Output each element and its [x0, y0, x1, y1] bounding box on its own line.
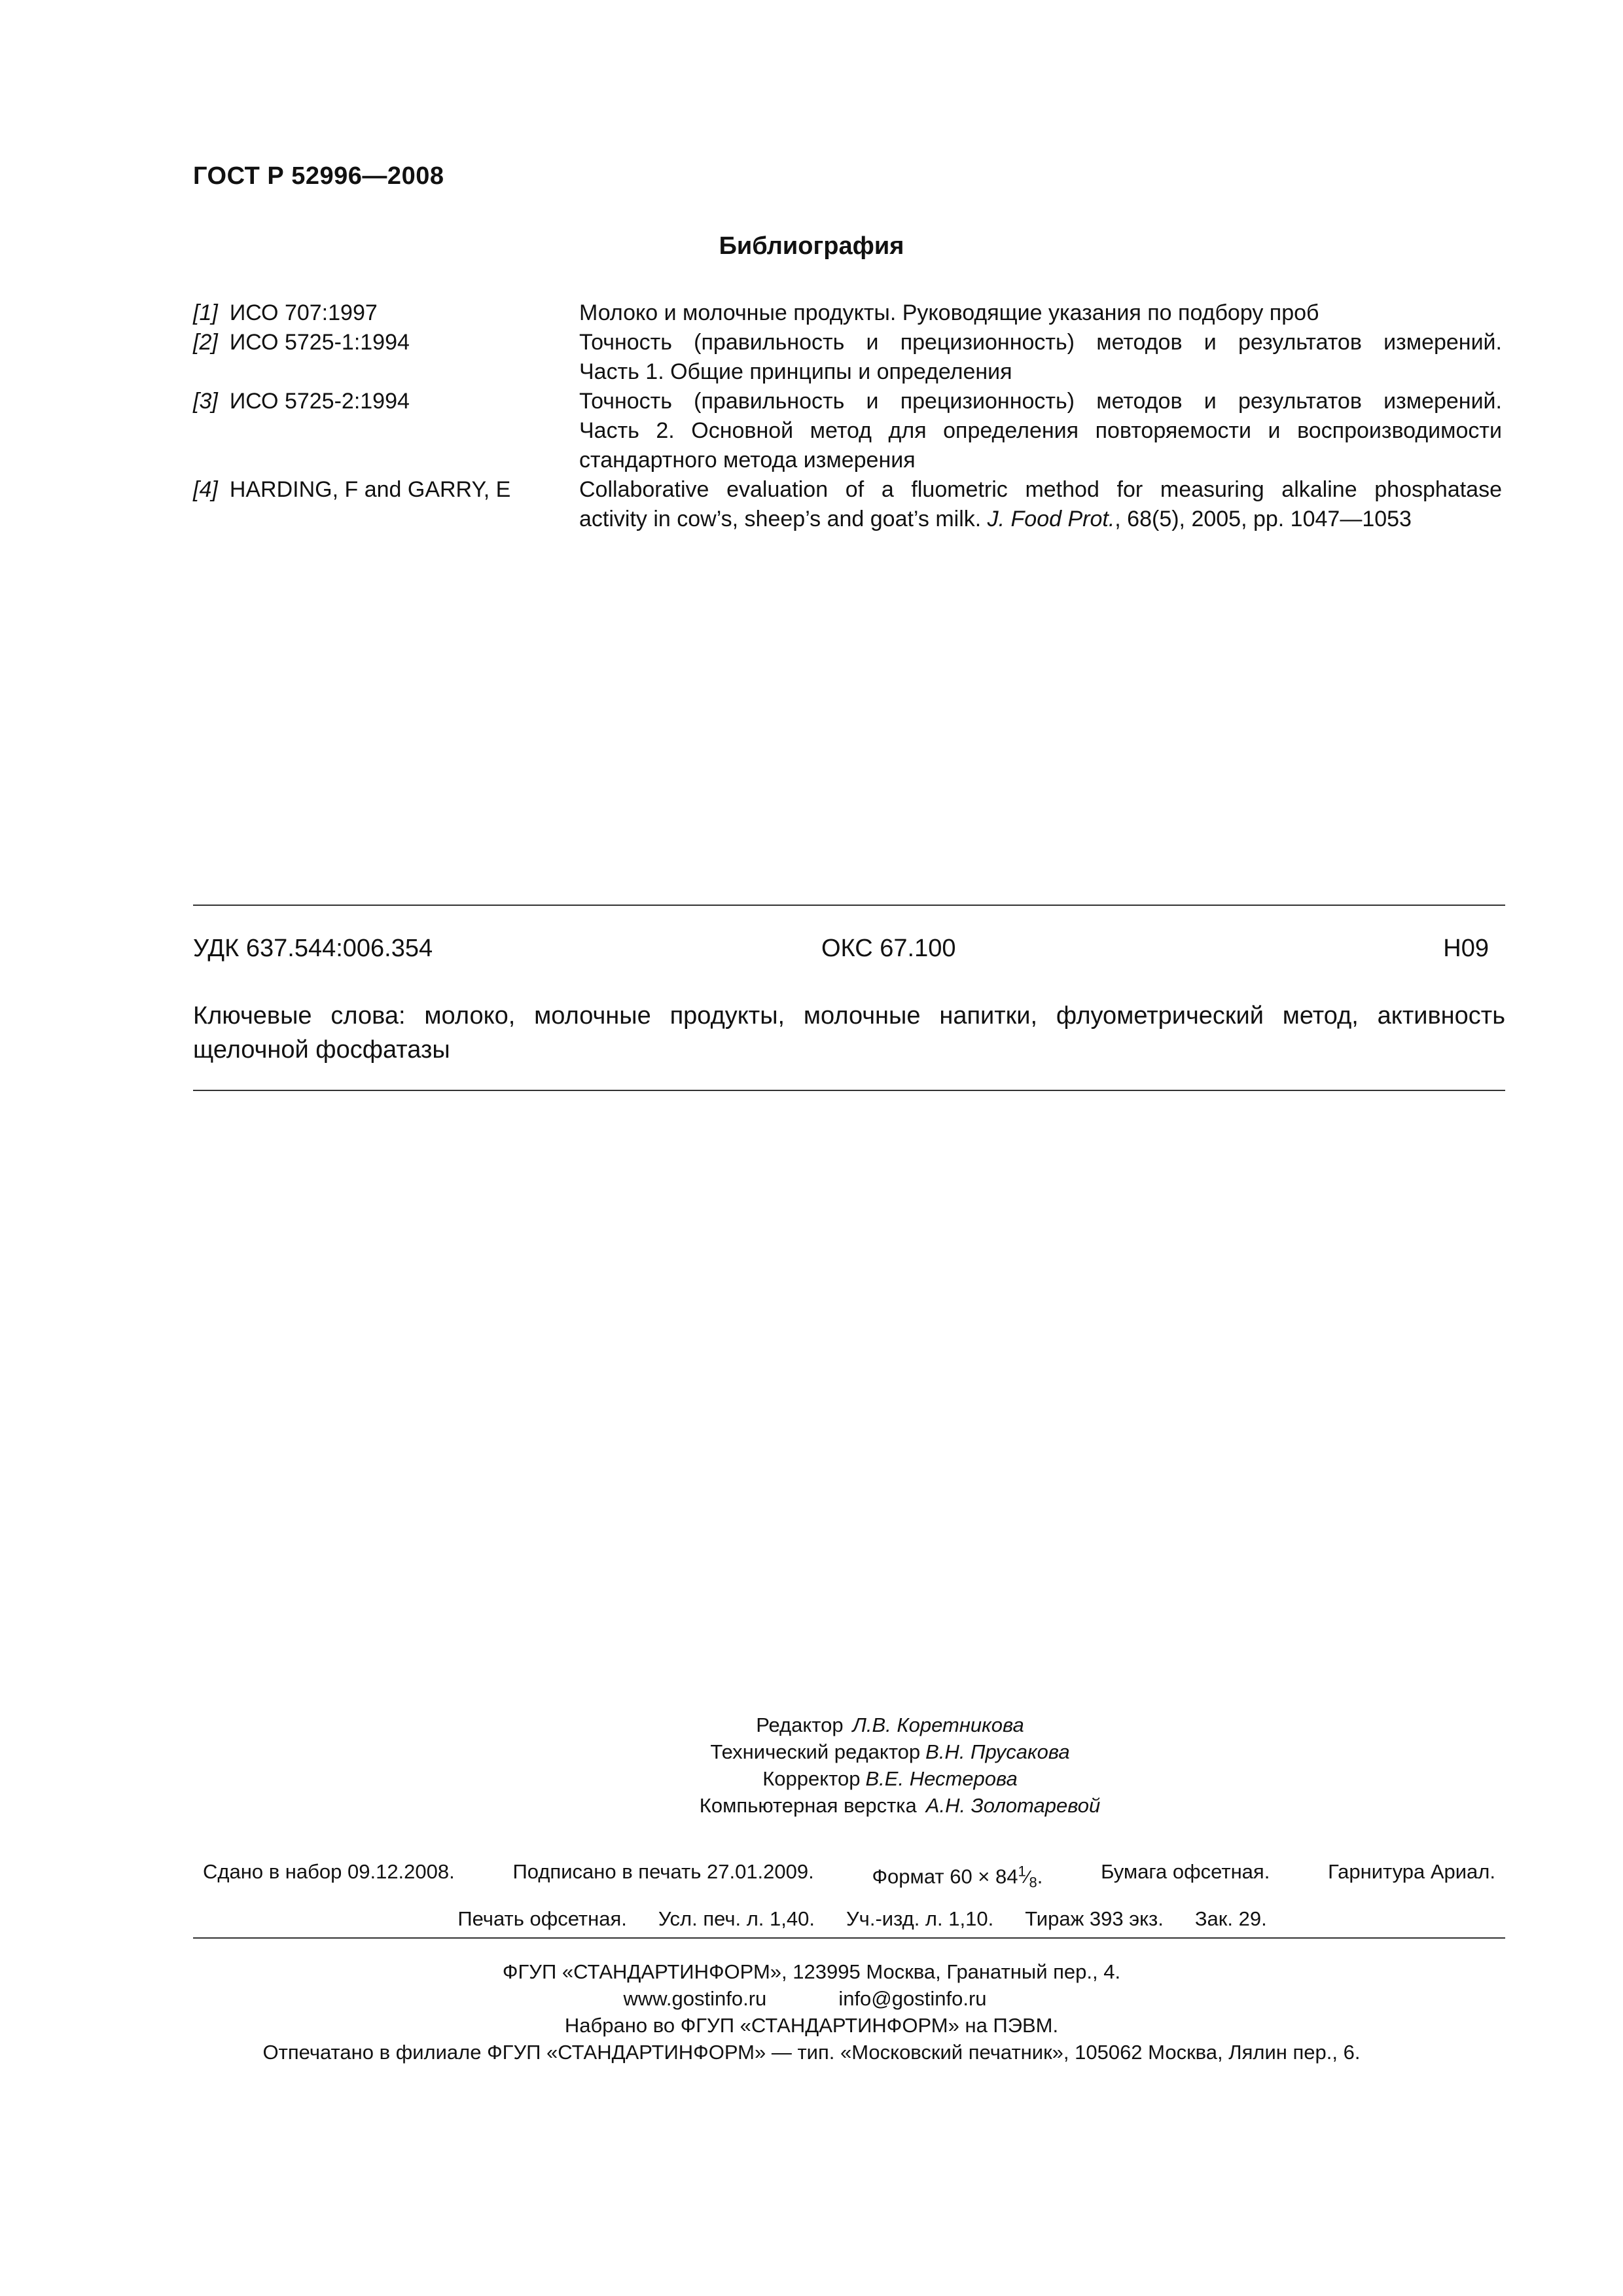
format: [872, 1854, 1043, 1901]
print-run: Тираж 393 экз.: [1025, 1907, 1164, 1930]
bibliography-entry: [193, 387, 1502, 475]
entry-source: ИСО 707:1997: [229, 300, 378, 325]
bibliography-entry: [193, 298, 1502, 328]
publishing-sheets: Уч.-изд. л. 1,10.: [846, 1907, 994, 1930]
entry-source: ИСО 5725-2:1994: [229, 389, 410, 414]
entry-number: [3]: [193, 389, 218, 414]
format-prefix: Формат 60 × 84: [872, 1865, 1018, 1888]
entry-source: ИСО 5725-1:1994: [229, 330, 410, 355]
bibliography-list: [193, 298, 1502, 534]
printed-note: Отпечатано в филиале ФГУП «СТАНДАРТИНФОРМ» — тип. «Московский печатник», 105062 Москва, Лялин пер., 6.: [262, 2041, 1361, 2064]
typeset-note: Набрано во ФГУП «СТАНДАРТИНФОРМ» на ПЭВМ.: [564, 2014, 1059, 2037]
entry-text: activity in cow’s, sheep’s and goat’s milk.: [579, 507, 988, 531]
journal-name: J. Food Prot.: [987, 507, 1115, 531]
corrector-name: В.Е. Нестерова: [865, 1767, 1018, 1790]
editorial-staff: [0, 1712, 1623, 1819]
bibliography-entry: [193, 328, 1502, 387]
tech-editor-label: Технический редактор: [710, 1740, 921, 1763]
bibliography-ref: [193, 475, 579, 534]
paper-type: Бумага офсетная.: [1101, 1860, 1270, 1883]
keywords-line: Ключевые слова: молоко, молочные продукты, молочные напитки, флуометрический метод, активность: [193, 1002, 1505, 1030]
entry-line: Часть 1. Общие принципы и определения: [579, 359, 1012, 384]
format-suffix: .: [1037, 1865, 1043, 1888]
corrector-row: [79, 1765, 1623, 1792]
format-fraction: $^1⁄_8$: [1018, 1863, 1037, 1891]
email-link[interactable]: info@gostinfo.ru: [838, 1987, 987, 2010]
entry-description: [579, 298, 1502, 328]
entry-description: [579, 387, 1502, 475]
typeface: Гарнитура Ариал.: [1328, 1860, 1495, 1883]
imprint-row: [193, 1901, 1505, 1937]
document-number: ГОСТ Р 52996—2008: [193, 162, 444, 190]
entry-line: Collaborative evaluation of a fluometric method for measuring alkaline phosphatase: [579, 477, 1502, 502]
bibliography-ref: [193, 328, 579, 387]
group-code: Н09: [1443, 935, 1489, 962]
layout-name: А.Н. Золотаревой: [925, 1794, 1101, 1817]
imprint: [193, 1854, 1505, 1937]
udc-code: УДК 637.544:006.354: [193, 935, 433, 962]
submitted-date: Сдано в набор 09.12.2008.: [203, 1860, 455, 1883]
entry-line: Молоко и молочные продукты. Руководящие указания по подбору проб: [579, 300, 1319, 325]
keywords-line: щелочной фосфатазы: [193, 1036, 450, 1064]
order-number: Зак. 29.: [1194, 1907, 1267, 1930]
divider-keywords: [193, 1090, 1505, 1091]
publisher-contacts: [0, 1985, 1623, 2012]
corrector-label: Корректор: [762, 1767, 861, 1790]
entry-line: Точность (правильность и прецизионность) методов и результатов измерений.: [579, 389, 1502, 414]
website-link[interactable]: www.gostinfo.ru: [623, 1987, 767, 2010]
bibliography-entry: [193, 475, 1502, 534]
keywords: [193, 999, 1505, 1067]
bibliography-ref: [193, 298, 579, 328]
publisher-address: ФГУП «СТАНДАРТИНФОРМ», 123995 Москва, Гранатный пер., 4.: [502, 1960, 1121, 1983]
bibliography-title: Библиография: [719, 232, 904, 260]
editor-row: [79, 1712, 1623, 1738]
entry-line: стандартного метода измерения: [579, 448, 916, 473]
editor-name: Л.В. Коретникова: [852, 1713, 1024, 1736]
entry-line: Точность (правильность и прецизионность) методов и результатов измерений.: [579, 330, 1502, 355]
conditional-sheets: Усл. печ. л. 1,40.: [658, 1907, 815, 1930]
divider-top: [193, 905, 1505, 906]
layout-row: [88, 1792, 1623, 1819]
entry-number: [4]: [193, 477, 218, 502]
divider-bottom: [193, 1937, 1505, 1939]
tech-editor-name: В.Н. Прусакова: [925, 1740, 1070, 1763]
tech-editor-row: [79, 1738, 1623, 1765]
format-denominator: 8: [1029, 1874, 1037, 1891]
editor-label: Редактор: [756, 1713, 844, 1736]
oks-code: ОКС 67.100: [821, 935, 956, 962]
signed-date: Подписано в печать 27.01.2009.: [512, 1860, 814, 1883]
entry-description: [579, 475, 1502, 534]
format-numerator: 1: [1018, 1863, 1026, 1880]
print-type: Печать офсетная.: [457, 1907, 627, 1930]
entry-description: [579, 328, 1502, 387]
entry-number: [1]: [193, 300, 218, 325]
publisher-info: [0, 1958, 1623, 2066]
imprint-row: [193, 1854, 1505, 1901]
entry-source: HARDING, F and GARRY, E: [229, 477, 511, 502]
bibliography-ref: [193, 387, 579, 475]
entry-text: , 68(5), 2005, pp. 1047—1053: [1115, 507, 1412, 531]
layout-label: Компьютерная верстка: [699, 1794, 917, 1817]
entry-line: [579, 505, 1502, 534]
entry-line: Часть 2. Основной метод для определения повторяемости и воспроизводимости: [579, 418, 1502, 443]
entry-number: [2]: [193, 330, 218, 355]
